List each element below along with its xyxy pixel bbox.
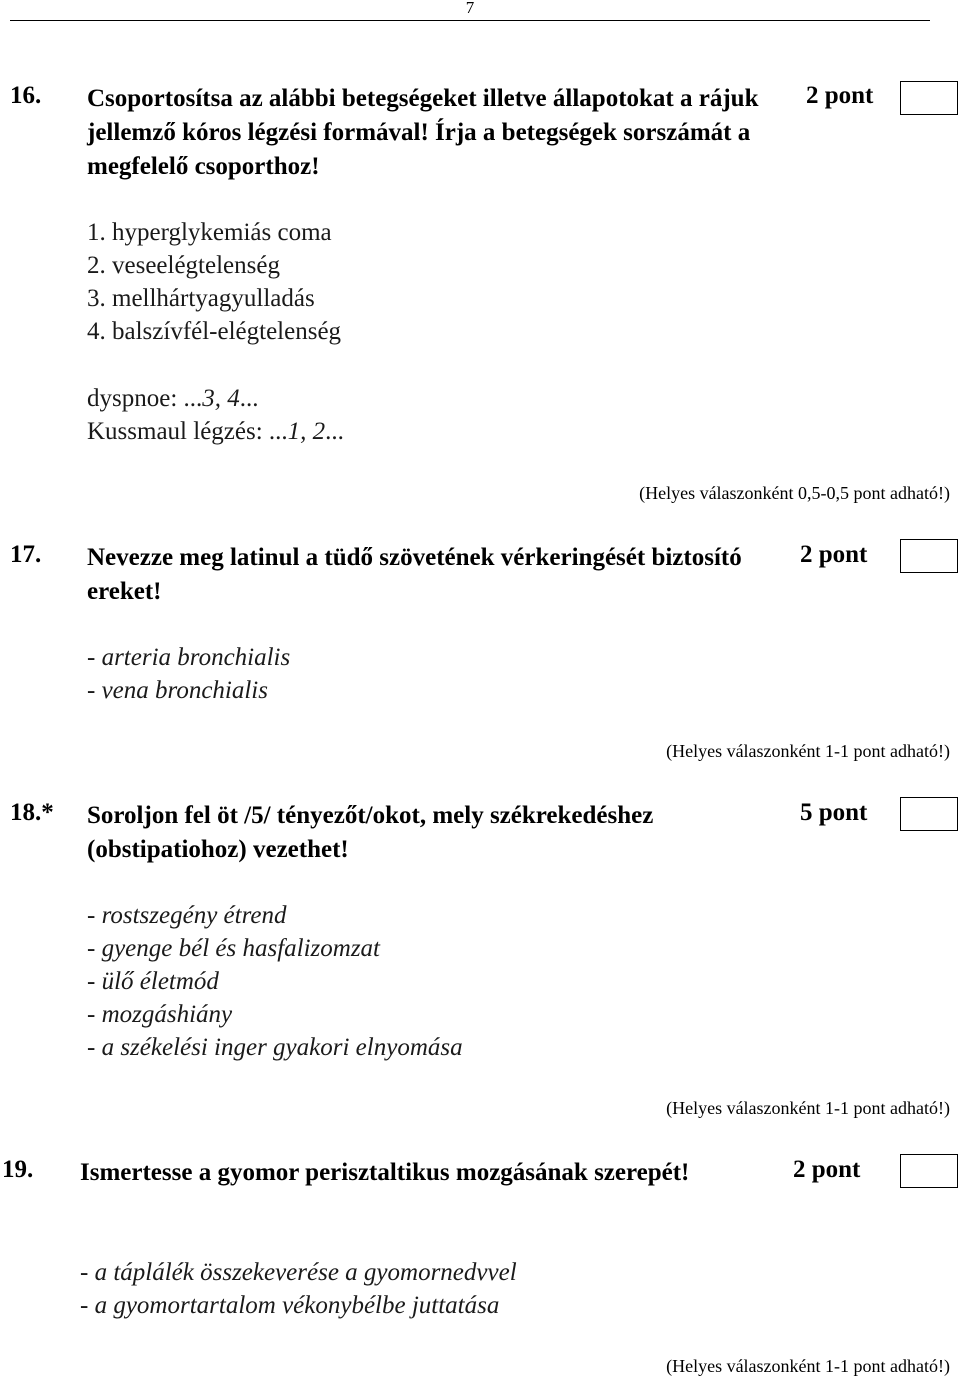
question-16-item: 2. veseelégtelenség [87, 252, 280, 279]
question-19-scoring-note: (Helyes válaszonként 1-1 pont adható!) [666, 1356, 950, 1376]
question-18-answer: - gyenge bél és hasfalizomzat [87, 935, 381, 962]
question-18-score-box[interactable] [900, 797, 958, 831]
question-16-text: Csoportosítsa az alábbi betegségeket illetve állapotokat a rájuk jellemző kóros légzési formával! Írja a betegségek sorszámát a megfelelő csoporthoz! [87, 85, 759, 180]
question-19-score-box[interactable] [900, 1154, 958, 1188]
question-18-scoring-note: (Helyes válaszonként 1-1 pont adható!) [666, 1098, 950, 1118]
question-16-item: 4. balszívfél-elégtelenség [87, 318, 342, 345]
question-19-answer: - a gyomortartalom vékonybélbe juttatása [80, 1292, 500, 1319]
question-16-item: 1. hyperglykemiás coma [87, 219, 332, 246]
question-16-scoring-note: (Helyes válaszonként 0,5-0,5 pont adható!) [639, 483, 950, 503]
kussmaul-label: Kussmaul légzés: ... [87, 418, 288, 445]
question-16-item: 3. mellhártyagyulladás [87, 285, 315, 312]
question-19-answer: - a táplálék összekeverése a gyomornedvvel [80, 1259, 517, 1286]
question-17-answer: - arteria bronchialis [87, 644, 291, 671]
question-16-number: 16. [10, 82, 42, 109]
question-17-points: 2 pont [800, 541, 868, 568]
question-18-answer: - mozgáshiány [87, 1001, 233, 1028]
question-17-scoring-note: (Helyes válaszonként 1-1 pont adható!) [666, 741, 950, 761]
header-rule [10, 20, 930, 21]
kussmaul-tail: ... [325, 418, 344, 445]
question-18-answer: - ülő életmód [87, 968, 219, 995]
dyspnoe-tail: ... [239, 385, 259, 412]
dyspnoe-answer: 3, 4 [202, 385, 240, 412]
question-18-text: Soroljon fel öt /5/ tényezőt/okot, mely székrekedéshez (obstipatiohoz) vezethet! [87, 802, 654, 863]
kussmaul-line [87, 415, 344, 448]
dyspnoe-label: dyspnoe: ... [87, 385, 203, 412]
question-19-text: Ismertesse a gyomor perisztaltikus mozgásának szerepét! [80, 1159, 690, 1186]
question-16-score-box[interactable] [900, 81, 958, 115]
question-18-answer: - rostszegény étrend [87, 902, 287, 929]
dyspnoe-line [87, 382, 259, 415]
question-19-number: 19. [2, 1156, 34, 1183]
question-19-points: 2 pont [793, 1156, 861, 1183]
page-number: 7 [465, 0, 475, 17]
kussmaul-answer: 1, 2 [287, 418, 326, 445]
question-16-points: 2 pont [806, 82, 874, 109]
question-17-number: 17. [10, 541, 42, 568]
question-18-answer: - a székelési inger gyakori elnyomása [87, 1034, 463, 1061]
question-17-text: Nevezze meg latinul a tüdő szövetének vérkeringését biztosító ereket! [87, 544, 742, 605]
question-17-score-box[interactable] [900, 539, 958, 573]
question-18-number: 18.* [10, 799, 54, 826]
question-17-answer: - vena bronchialis [87, 677, 268, 704]
question-18-points: 5 pont [800, 799, 868, 826]
